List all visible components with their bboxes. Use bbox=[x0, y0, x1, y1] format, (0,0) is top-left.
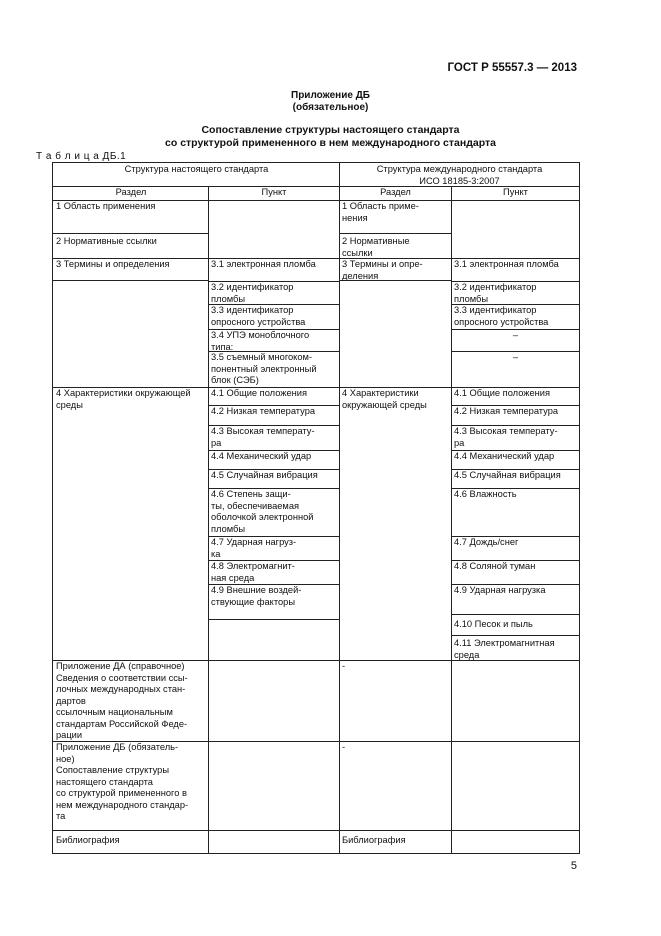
page-number: 5 bbox=[570, 860, 577, 872]
table-cell: - bbox=[342, 742, 346, 752]
table-cell: 4.5 Случайная вибрация bbox=[454, 470, 561, 480]
appendix-title: Приложение ДБ bbox=[291, 90, 370, 101]
table-cell: 3.3 идентификатор опросного устройства bbox=[211, 305, 306, 327]
table-cell: 3.2 идентификатор пломбы bbox=[211, 282, 294, 304]
comparison-table bbox=[52, 162, 580, 854]
heading-line-1: Сопоставление структуры настоящего стандарта bbox=[201, 124, 460, 136]
table-cell: 3 Термины и опре- деления bbox=[342, 259, 423, 281]
table-cell: 4.1 Общие положения bbox=[454, 388, 551, 398]
table-cell: 3.4 УПЭ моноблочного типа: bbox=[211, 330, 310, 352]
table-cell: 4.6 Влажность bbox=[454, 489, 517, 499]
header-current-structure: Структура настоящего стандарта bbox=[124, 164, 269, 174]
table-cell: 1 Область применения bbox=[56, 201, 156, 211]
table-cell: Библиография bbox=[56, 835, 120, 845]
table-cell: 4.6 Степень защи- ты, обеспечиваемая оболочкой электронной пломбы bbox=[211, 489, 314, 534]
table-cell: 4.3 Высокая температу- ра bbox=[211, 426, 315, 448]
table-cell: 4.9 Внешние воздей- ствующие факторы bbox=[211, 585, 302, 607]
heading-line-2: со структурой примененного в нем международного стандарта bbox=[165, 137, 496, 149]
table-cell: 4.10 Песок и пыль bbox=[454, 619, 533, 629]
table-cell: 4.2 Низкая температура bbox=[454, 406, 559, 416]
table-cell: 4 Характеристики окружающей среды bbox=[56, 388, 191, 410]
table-cell: 4.7 Ударная нагруз- ка bbox=[211, 537, 297, 559]
table-cell: 4.7 Дождь/снег bbox=[454, 537, 519, 547]
table-cell: 4.1 Общие положения bbox=[211, 388, 308, 398]
table-cell: 3.5 съемный многоком- понентный электронный блок (СЭБ) bbox=[211, 352, 317, 385]
table-cell: – bbox=[512, 352, 519, 362]
table-cell: Приложение ДА (справочное) Сведения о соответствии ссы- лочных международных стан- дартов ссылочным национальным стандартам Российской Феде- рации bbox=[56, 661, 188, 740]
table-cell: Приложение ДБ (обязатель- ное) Сопоставление структуры настоящего стандарта со структурой примененного в нем международного стандар- та bbox=[56, 742, 189, 821]
table-cell: 3.3 идентификатор опросного устройства bbox=[454, 305, 549, 327]
table-cell: 4.11 Электромагнитная среда bbox=[454, 638, 555, 660]
table-cell: 4.4 Механический удар bbox=[211, 451, 312, 461]
table-cell: Библиография bbox=[342, 835, 406, 845]
table-cell: 4.8 Соляной туман bbox=[454, 561, 536, 571]
table-cell: 4.4 Механический удар bbox=[454, 451, 555, 461]
table-cell: 4.2 Низкая температура bbox=[211, 406, 316, 416]
table-caption: Т а б л и ц а ДБ.1 bbox=[36, 151, 127, 162]
col-header-section: Раздел bbox=[115, 187, 147, 197]
table-cell: – bbox=[512, 330, 519, 340]
table-cell: 4 Характеристики окружающей среды bbox=[342, 388, 427, 410]
col-header-clause: Пункт bbox=[261, 187, 287, 197]
table-cell: 4.8 Электромагнит- ная среда bbox=[211, 561, 295, 583]
table-cell: 2 Нормативные ссылки bbox=[342, 236, 410, 258]
header-international-structure: Структура международного стандарта ИСО 18185-3:2007 bbox=[376, 164, 543, 186]
table-cell: 2 Нормативные ссылки bbox=[56, 236, 157, 246]
table-cell: 3.2 идентификатор пломбы bbox=[454, 282, 537, 304]
table-cell: 4.9 Ударная нагрузка bbox=[454, 585, 546, 595]
standard-id: ГОСТ Р 55557.3 — 2013 bbox=[447, 62, 577, 74]
table-cell: - bbox=[342, 661, 346, 671]
table-cell: 4.3 Высокая температу- ра bbox=[454, 426, 558, 448]
col-header-section-intl: Раздел bbox=[380, 187, 411, 197]
table-cell: 1 Область приме- нения bbox=[342, 201, 419, 223]
table-cell: 3.1 электронная пломба bbox=[454, 259, 559, 269]
col-header-clause-intl: Пункт bbox=[503, 187, 528, 197]
appendix-status: (обязательное) bbox=[292, 102, 369, 113]
table-cell: 3 Термины и определения bbox=[56, 259, 170, 269]
table-cell: 4.5 Случайная вибрация bbox=[211, 470, 318, 480]
table-cell: 3.1 электронная пломба bbox=[211, 259, 316, 269]
